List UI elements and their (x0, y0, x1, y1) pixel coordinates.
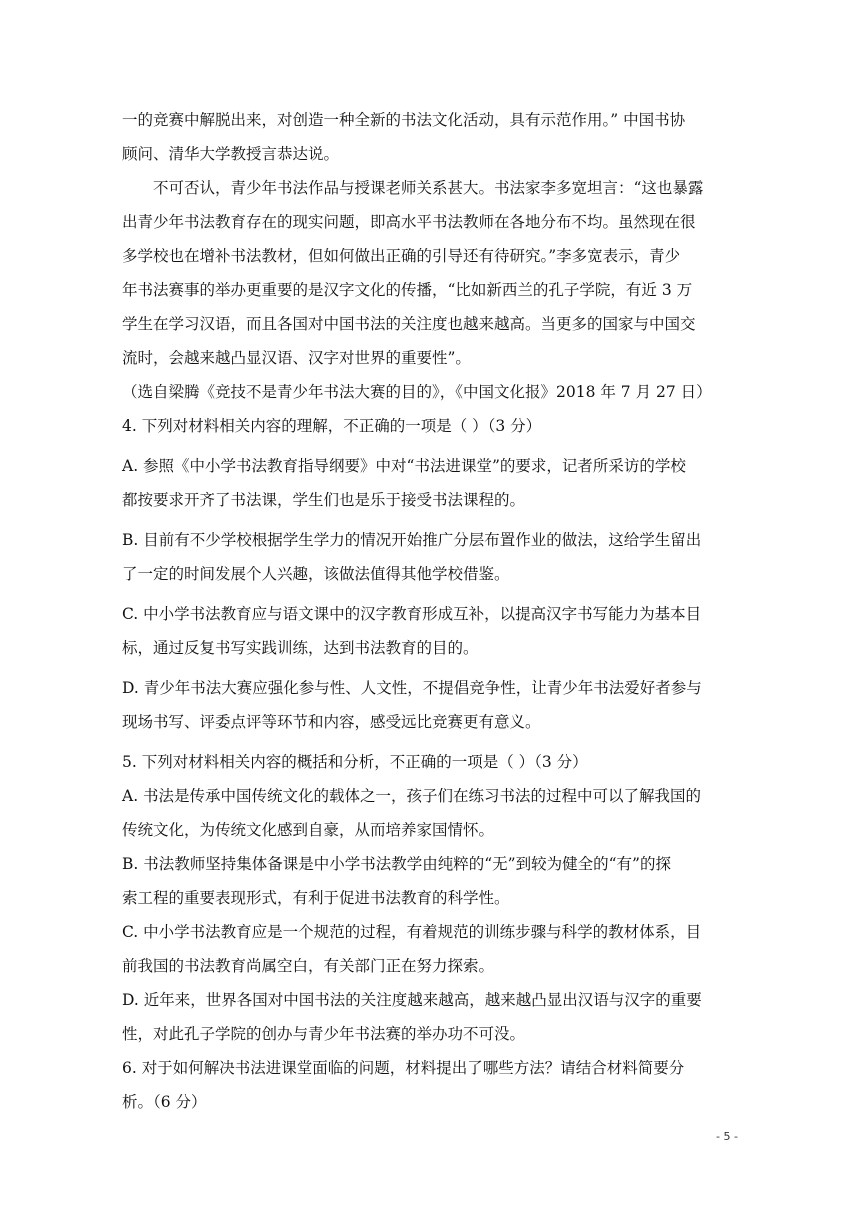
option-5c: C. 中小学书法教育应是一个规范的过程，有着规范的训练步骤与科学的教材体系，目 (122, 923, 702, 941)
option-4d: D. 青少年书法大赛应强化参与性、人文性，不提倡竞争性，让青少年书法爱好者参与 (122, 679, 702, 697)
text-line: 多学校也在增补书法教材，但如何做出正确的引导还有待研究。”李多宽表示，青少 (122, 247, 681, 265)
text-line: 学生在学习汉语，而且各国对中国书法的关注度也越来越高。当更多的国家与中国交 (122, 315, 696, 333)
option-5a-cont: 传统文化，为传统文化感到自豪，从而培养家国情怀。 (122, 821, 495, 839)
question-6-cont: 析。（6 分） (122, 1093, 207, 1111)
question-4-stem: 4. 下列对材料相关内容的理解，不正确的一项是（ ）（3 分） (122, 417, 542, 435)
option-4a-cont: 都按要求开齐了书法课，学生们也是乐于接受书法课程的。 (122, 491, 526, 509)
source-citation: （选自梁腾《竞技不是青少年书法大赛的目的》，《中国文化报》2018 年 7 月 27 日） (122, 383, 712, 401)
text-line: 出青少年书法教育存在的现实问题，即高水平书法教师在各地分布不均。虽然现在很 (122, 213, 696, 231)
option-5b-cont: 索工程的重要表现形式，有利于促进书法教育的科学性。 (122, 889, 510, 907)
option-4b: B. 目前有不少学校根据学生学力的情况开始推广分层布置作业的做法，这给学生留出 (122, 531, 702, 549)
option-5c-cont: 前我国的书法教育尚属空白，有关部门正在努力探索。 (122, 957, 495, 975)
text-line: 不可否认，青少年书法作品与授课老师关系甚大。书法家李多宽坦言：“这也暴露 (153, 179, 704, 197)
option-4a: A. 参照《中小学书法教育指导纲要》中对“书法进课堂”的要求，记者所采访的学校 (122, 457, 686, 475)
question-5-stem: 5. 下列对材料相关内容的概括和分析，不正确的一项是（ ）（3 分） (122, 753, 588, 771)
option-5b: B. 书法教师坚持集体备课是中小学书法教学由纯粹的“无”到较为健全的“有”的探 (122, 855, 671, 873)
option-5d-cont: 性，对此孔子学院的创办与青少年书法赛的举办功不可没。 (122, 1025, 526, 1043)
page-body (122, 103, 742, 1119)
question-6-stem: 6. 对于如何解决书法进课堂面临的问题，材料提出了哪些方法？请结合材料简要分 (122, 1059, 685, 1077)
text-line: 一的竞赛中解脱出来，对创造一种全新的书法文化活动，具有示范作用。” 中国书协 (122, 111, 686, 129)
text-line: 顾问、清华大学教授言恭达说。 (122, 145, 340, 163)
text-line: 年书法赛事的举办更重要的是汉字文化的传播，“比如新西兰的孔子学院，有近 3 万 (122, 281, 693, 299)
option-5d: D. 近年来，世界各国对中国书法的关注度越来越高，越来越凸显出汉语与汉字的重要 (122, 991, 702, 1009)
option-4c: C. 中小学书法教育应与语文课中的汉字教育形成互补，以提高汉字书写能力为基本目 (122, 605, 702, 623)
option-4d-cont: 现场书写、评委点评等环节和内容，感受远比竞赛更有意义。 (122, 713, 541, 731)
option-4c-cont: 标，通过反复书写实践训练，达到书法教育的目的。 (122, 639, 479, 657)
option-4b-cont: 了一定的时间发展个人兴趣，该做法值得其他学校借鉴。 (122, 565, 510, 583)
option-5a: A. 书法是传承中国传统文化的载体之一，孩子们在练习书法的过程中可以了解我国的 (122, 787, 702, 805)
text-line: 流时，会越来越凸显汉语、汉字对世界的重要性”。 (122, 349, 471, 367)
page-number: - 5 - (716, 1130, 738, 1143)
